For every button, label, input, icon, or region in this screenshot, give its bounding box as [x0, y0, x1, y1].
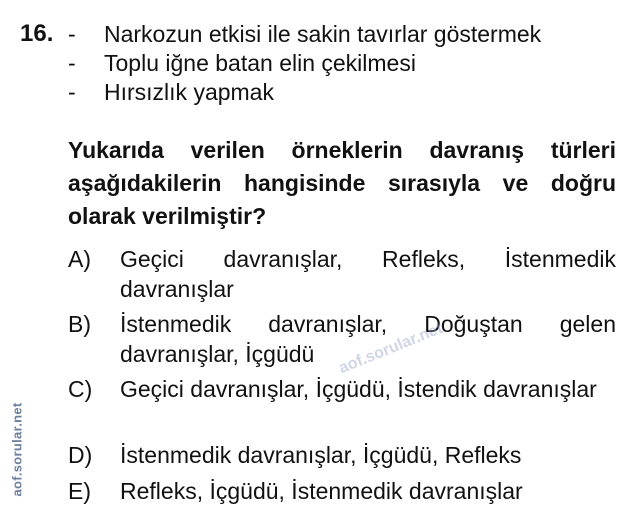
- question-number: 16.: [20, 20, 54, 47]
- premise-2: [68, 49, 416, 77]
- option-d[interactable]: [68, 440, 616, 470]
- center-watermark: aof.sorular.net: [336, 320, 446, 378]
- premise-text: Hırsızlık yapmak: [104, 79, 274, 105]
- option-text: Geçici davranışlar, İçgüdü, İstendik davranışlar: [120, 376, 597, 402]
- premise-text: Toplu iğne batan elin çekilmesi: [104, 50, 416, 76]
- question-stem: Yukarıda verilen örneklerin davranış türleri aşağıdakilerin hangisinde sırasıyla ve doğru olarak verilmiştir?: [68, 137, 616, 229]
- premise-3: [68, 78, 274, 106]
- option-letter: C): [68, 376, 93, 402]
- option-text: Refleks, İçgüdü, İstenmedik davranışlar: [120, 478, 523, 504]
- option-letter: D): [68, 442, 93, 468]
- premise-dash: -: [68, 21, 76, 47]
- premise-dash: -: [68, 50, 76, 76]
- premise-dash: -: [68, 79, 76, 105]
- option-e[interactable]: [68, 476, 616, 506]
- option-c[interactable]: [68, 374, 616, 404]
- option-letter: A): [68, 246, 91, 272]
- option-a[interactable]: [68, 244, 616, 304]
- option-text: Geçici davranışlar, Refleks, İstenmedik davranışlar: [120, 246, 616, 302]
- option-letter: B): [68, 311, 91, 337]
- option-text: İstenmedik davranışlar, Doğuştan gelen davranışlar, İçgüdü: [120, 311, 616, 367]
- option-text: İstenmedik davranışlar, İçgüdü, Refleks: [120, 442, 522, 468]
- premise-1: [68, 20, 541, 48]
- premise-text: Narkozun etkisi ile sakin tavırlar göstermek: [104, 21, 542, 47]
- side-watermark: aof.sorular.net: [9, 402, 25, 497]
- option-letter: E): [68, 478, 91, 504]
